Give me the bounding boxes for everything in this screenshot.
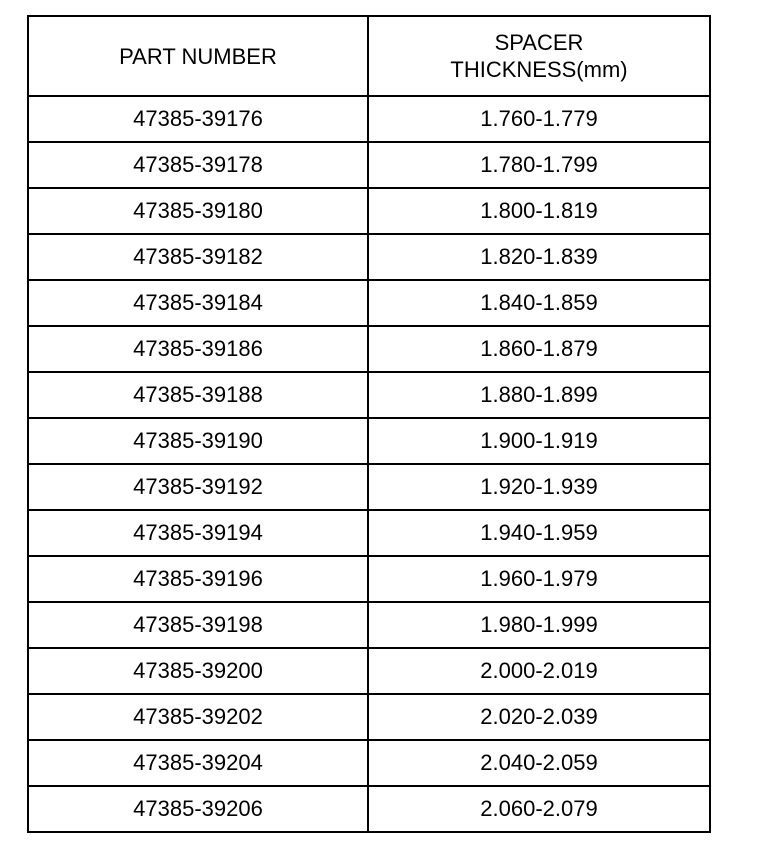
header-spacer-thickness (368, 16, 710, 96)
table-row (28, 648, 710, 694)
part-number-cell: 47385-39176 (28, 96, 368, 142)
part-number-cell: 47385-39190 (28, 418, 368, 464)
table-row (28, 464, 710, 510)
spacer-thickness-table (27, 15, 711, 833)
part-number-cell: 47385-39204 (28, 740, 368, 786)
part-number-cell: 47385-39194 (28, 510, 368, 556)
table-row (28, 234, 710, 280)
table-row (28, 280, 710, 326)
thickness-cell: 1.860-1.879 (368, 326, 710, 372)
table-row (28, 740, 710, 786)
thickness-cell: 1.820-1.839 (368, 234, 710, 280)
thickness-cell: 1.800-1.819 (368, 188, 710, 234)
header-part-number (28, 16, 368, 96)
header-row (28, 16, 710, 96)
part-number-cell: 47385-39206 (28, 786, 368, 832)
table-row (28, 556, 710, 602)
table-row (28, 786, 710, 832)
part-number-cell: 47385-39186 (28, 326, 368, 372)
header-part-number-label: PART NUMBER (119, 43, 277, 69)
table-row (28, 96, 710, 142)
thickness-cell: 1.900-1.919 (368, 418, 710, 464)
thickness-cell: 1.920-1.939 (368, 464, 710, 510)
table-row (28, 372, 710, 418)
thickness-cell: 1.940-1.959 (368, 510, 710, 556)
thickness-cell: 2.020-2.039 (368, 694, 710, 740)
part-number-cell: 47385-39178 (28, 142, 368, 188)
thickness-cell: 1.760-1.779 (368, 96, 710, 142)
table-row (28, 602, 710, 648)
thickness-cell: 1.840-1.859 (368, 280, 710, 326)
thickness-cell: 2.000-2.019 (368, 648, 710, 694)
table-row (28, 510, 710, 556)
table-row (28, 418, 710, 464)
header-spacer-label: SPACER (494, 30, 584, 55)
thickness-cell: 2.040-2.059 (368, 740, 710, 786)
table-row (28, 188, 710, 234)
thickness-cell: 1.880-1.899 (368, 372, 710, 418)
header-thickness-label: THICKNESS(mm) (450, 57, 628, 82)
part-number-cell: 47385-39198 (28, 602, 368, 648)
thickness-cell: 1.780-1.799 (368, 142, 710, 188)
thickness-cell: 1.960-1.979 (368, 556, 710, 602)
table-row (28, 142, 710, 188)
part-number-cell: 47385-39182 (28, 234, 368, 280)
thickness-cell: 1.980-1.999 (368, 602, 710, 648)
part-number-cell: 47385-39188 (28, 372, 368, 418)
part-number-cell: 47385-39192 (28, 464, 368, 510)
part-number-cell: 47385-39200 (28, 648, 368, 694)
table-row (28, 326, 710, 372)
thickness-cell: 2.060-2.079 (368, 786, 710, 832)
table-row (28, 694, 710, 740)
part-number-cell: 47385-39202 (28, 694, 368, 740)
part-number-cell: 47385-39184 (28, 280, 368, 326)
part-number-cell: 47385-39180 (28, 188, 368, 234)
part-number-cell: 47385-39196 (28, 556, 368, 602)
